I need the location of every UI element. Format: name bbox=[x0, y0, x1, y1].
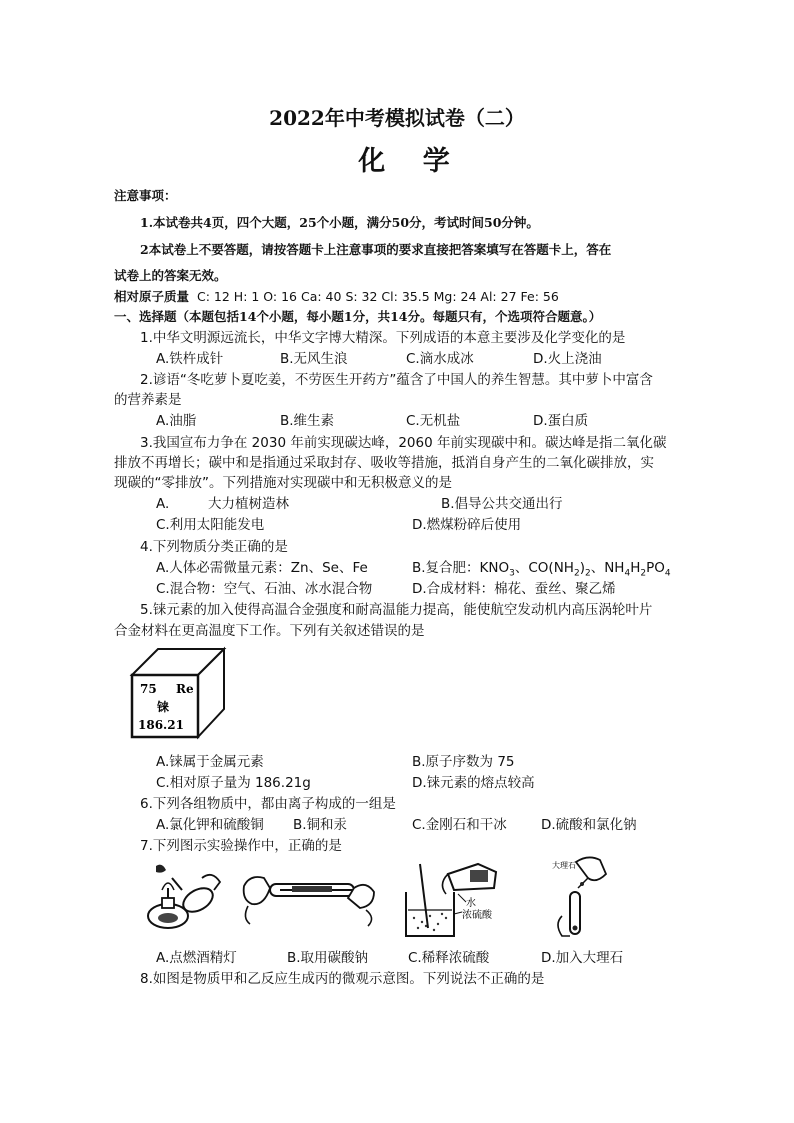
element-atomic-number: 75 bbox=[140, 682, 157, 696]
subject-title: 化 学 bbox=[358, 146, 464, 177]
q5-stem-line-2: 合金材料在更高温度下工作。下列有关叙述错误的是 bbox=[114, 623, 425, 639]
q3-stem-line-1: 3.我国宣布力争在 2030 年前实现碳达峰，2060 年前实现碳中和。碳达峰是指二氧化碳 bbox=[140, 435, 667, 451]
q4-option-a: A.人体必需微量元素：Zn、Se、Fe bbox=[156, 560, 368, 576]
q1-option-d: D.火上浇油 bbox=[533, 351, 602, 367]
element-name: 铼 bbox=[157, 700, 170, 714]
q7-option-d: D.加入大理石 bbox=[541, 950, 624, 966]
notes-item-2-line-2: 试卷上的答案无效。 bbox=[114, 268, 227, 283]
q6-option-b: B.铜和汞 bbox=[293, 817, 348, 833]
q2-option-a: A.油脂 bbox=[156, 413, 197, 429]
q8-stem: 8.如图是物质甲和乙反应生成丙的微观示意图。下列说法不正确的是 bbox=[140, 971, 545, 987]
alcohol-lamp-figure bbox=[142, 860, 224, 936]
q1-option-c: C.滴水成冰 bbox=[406, 351, 474, 367]
label-marble: 大理石 bbox=[552, 861, 576, 870]
q1-option-b: B.无风生浪 bbox=[280, 351, 348, 367]
test-tube-powder-figure bbox=[240, 866, 382, 930]
q4-option-c: C.混合物：空气、石油、冰水混合物 bbox=[156, 581, 373, 597]
q5-stem-line-1: 5.铼元素的加入使得高温合金强度和耐高温能力提高，能使航空发动机内高压涡轮叶片 bbox=[140, 602, 653, 618]
q2-option-b: B.维生素 bbox=[280, 413, 335, 429]
rhenium-element-cube bbox=[128, 645, 228, 741]
notes-item-2-line-1: 2本试卷上不要答题，请按答题卡上注意事项的要求直接把答案填写在答题卡上，答在 bbox=[140, 242, 612, 257]
q6-option-c: C.金刚石和干冰 bbox=[412, 817, 507, 833]
add-marble-figure bbox=[548, 854, 614, 942]
q5-option-d: D.铼元素的熔点较高 bbox=[412, 775, 535, 791]
q3-option-b: B.倡导公共交通出行 bbox=[441, 496, 563, 512]
q3-option-a-text: 大力植树造林 bbox=[208, 496, 289, 512]
q6-option-d: D.硫酸和氯化钠 bbox=[541, 817, 637, 833]
q6-stem: 6.下列各组物质中，都由离子构成的一组是 bbox=[140, 796, 396, 812]
q7-option-a: A.点燃酒精灯 bbox=[156, 950, 237, 966]
section-1-heading: 一、选择题（本题包括14个小题，每小题1分，共14分。每题只有，个选项符合题意。） bbox=[114, 309, 602, 324]
q5-option-c: C.相对原子量为 186.21g bbox=[156, 775, 311, 791]
q7-option-b: B.取用碳酸钠 bbox=[287, 950, 369, 966]
q1-stem: 1.中华文明源远流长，中华文字博大精深。下列成语的本意主要涉及化学变化的是 bbox=[140, 330, 626, 346]
q1-option-a: A.铁杵成针 bbox=[156, 351, 224, 367]
exam-title: 2022年中考模拟试卷（二） bbox=[269, 106, 525, 130]
q4-option-b: B.复合肥：$KNO_3$、$CO(NH_2)_2$、$NH_4H_2PO_4$ bbox=[412, 560, 671, 579]
notes-item-1: 1.本试卷共4页，四个大题，25个小题，满分50分，考试时间50分钟。 bbox=[140, 215, 539, 230]
q2-stem-line-2: 的营养素是 bbox=[114, 392, 182, 408]
element-symbol: Re bbox=[176, 682, 194, 696]
atomic-mass-row bbox=[114, 287, 559, 307]
q3-option-c: C.利用太阳能发电 bbox=[156, 517, 265, 533]
q3-option-a-letter: A. bbox=[156, 496, 170, 512]
q4-option-d: D.合成材料：棉花、蚕丝、聚乙烯 bbox=[412, 581, 616, 597]
dilute-acid-figure bbox=[398, 858, 502, 940]
q3-stem-line-3: 现碳的“零排放”。下列措施对实现碳中和无积极意义的是 bbox=[114, 475, 452, 491]
q4-stem: 4.下列物质分类正确的是 bbox=[140, 539, 288, 555]
q6-option-a: A.氯化钾和硫酸铜 bbox=[156, 817, 264, 833]
q7-option-c: C.稀释浓硫酸 bbox=[408, 950, 490, 966]
q2-stem-line-1: 2.谚语“冬吃萝卜夏吃姜，不劳医生开药方”蕴含了中国人的养生智慧。其中萝卜中富含 bbox=[140, 372, 653, 388]
q2-option-c: C.无机盐 bbox=[406, 413, 461, 429]
q3-option-d: D.燃煤粉碎后使用 bbox=[412, 517, 522, 533]
q7-stem: 7.下列图示实验操作中，正确的是 bbox=[140, 838, 342, 854]
notes-heading: 注意事项： bbox=[114, 188, 177, 203]
q3-stem-line-2: 排放不再增长；碳中和是指通过采取封存、吸收等措施，抵消自身产生的二氧化碳排放，实 bbox=[114, 455, 654, 471]
q5-option-b: B.原子序数为 75 bbox=[412, 754, 515, 770]
label-conc-sulfuric-acid: 浓硫酸 bbox=[462, 910, 492, 921]
element-atomic-mass: 186.21 bbox=[138, 718, 184, 732]
q5-option-a: A.铼属于金属元素 bbox=[156, 754, 264, 770]
label-water: 水 bbox=[466, 898, 476, 909]
atomic-mass-values: C: 12 H: 1 O: 16 Ca: 40 S: 32 Cl: 35.5 Mg: 24 Al: 27 Fe: 56 bbox=[197, 289, 559, 304]
q2-option-d: D.蛋白质 bbox=[533, 413, 589, 429]
atomic-mass-label: 相对原子质量 bbox=[114, 289, 190, 304]
